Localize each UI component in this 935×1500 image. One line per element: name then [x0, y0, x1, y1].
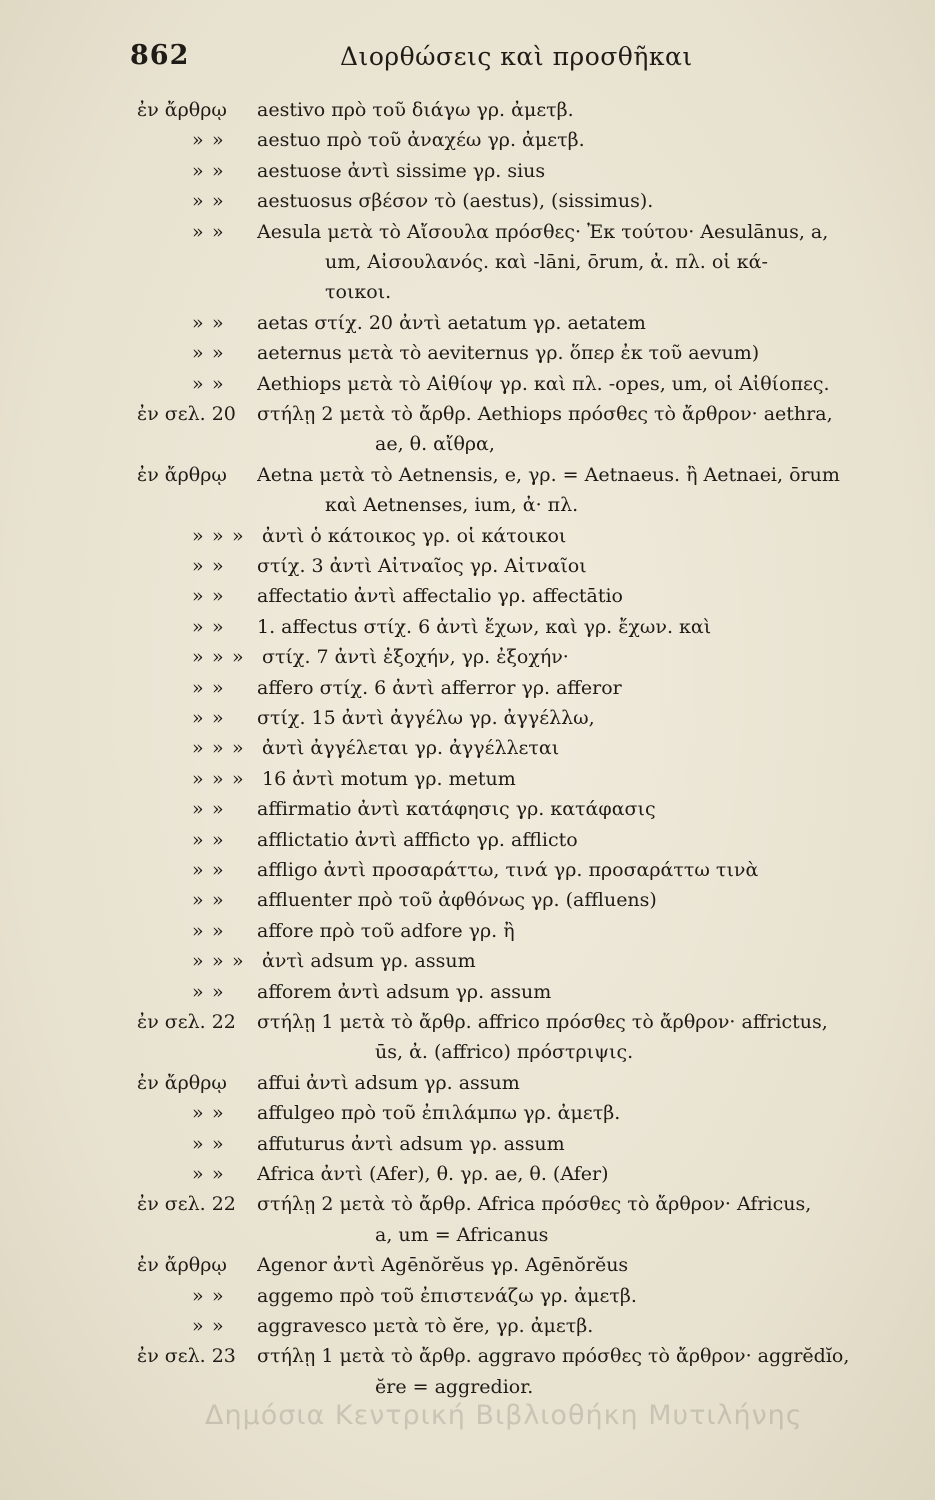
text-line: [0, 1159, 935, 1189]
text-line: [0, 490, 935, 520]
ditto-mark: »: [232, 524, 244, 547]
ditto-mark: »: [212, 950, 224, 973]
line-prefix: ἐν ἄρθρῳ: [137, 1071, 227, 1094]
ditto-mark: »: [192, 159, 204, 182]
ditto-mark: »: [192, 555, 204, 577]
ditto-mark: »: [232, 737, 244, 760]
line-text: affligo ἀντὶ προσαράττω, τινά γρ. προσαράττω τινὰ: [257, 859, 759, 881]
text-line: [0, 1341, 935, 1371]
line-text: aeternus μετὰ τὸ aeviternus γρ. ὅπερ ἐκ τοῦ aevum): [257, 342, 760, 365]
text-line: [0, 521, 935, 551]
ditto-mark: »: [212, 859, 224, 881]
ditto-mark: »: [192, 524, 204, 547]
line-text: afflictatio ἀντὶ affficto γρ. afflicto: [257, 828, 578, 851]
text-line: [0, 551, 935, 581]
ditto-mark: »: [192, 342, 204, 365]
ditto-mark: »: [212, 372, 224, 395]
ditto-mark: »: [212, 615, 224, 638]
line-text: affuturus ἀντὶ adsum γρ. assum: [257, 1132, 565, 1155]
line-text: a, um = Africanus: [375, 1223, 549, 1246]
text-line: [0, 156, 935, 186]
line-prefix: ἐν σελ. 20: [137, 403, 236, 425]
ditto-mark: »: [212, 1102, 224, 1125]
line-text: aestivo πρὸ τοῦ διάγω γρ. ἀμετβ.: [257, 99, 574, 121]
text-line: [0, 794, 935, 824]
page-number: 862: [130, 40, 190, 71]
ditto-mark: »: [192, 129, 204, 152]
text-line: [0, 1007, 935, 1037]
line-text: στίχ. 15 ἀντὶ ἀγγέλω γρ. ἀγγέλλω,: [257, 707, 595, 729]
ditto-mark: »: [212, 1163, 224, 1185]
ditto-mark: »: [212, 585, 224, 608]
ditto-mark: »: [212, 1132, 224, 1155]
line-text: aggravesco μετὰ τὸ ĕre, γρ. ἀμετβ.: [257, 1315, 594, 1337]
line-text: aestuose ἀντὶ sissime γρ. sius: [257, 159, 546, 182]
line-text: affore πρὸ τοῦ adfore γρ. ἢ: [257, 919, 515, 942]
line-text: afforem ἀντὶ adsum γρ. assum: [257, 980, 552, 1003]
text-line: [0, 1189, 935, 1219]
ditto-mark: »: [192, 372, 204, 395]
line-text: um, Αἰσουλανός. καὶ -lāni, ōrum, ἀ. πλ. οἱ κά-: [325, 251, 768, 273]
ditto-mark: »: [212, 767, 224, 790]
ditto-mark: »: [192, 646, 204, 669]
line-text: Africa ἀντὶ (Afer), θ. γρ. ae, θ. (Afer): [257, 1163, 609, 1185]
text-line: [0, 1250, 935, 1280]
ditto-mark: »: [212, 1284, 224, 1307]
ditto-mark: »: [212, 1315, 224, 1337]
line-text: affui ἀντὶ adsum γρ. assum: [257, 1071, 520, 1094]
ditto-mark: »: [192, 919, 204, 942]
ditto-mark: »: [212, 737, 224, 760]
line-text: Aetna μετὰ τὸ Aetnensis, e, γρ. = Aetnaeus. ἢ Aetnaei, ōrum: [257, 463, 840, 486]
text-line: [0, 642, 935, 672]
text-line: [0, 1281, 935, 1311]
ditto-mark: »: [212, 129, 224, 152]
text-line: [0, 855, 935, 885]
text-line: [0, 977, 935, 1007]
line-text: στήλῃ 2 μετὰ τὸ ἄρθρ. Africa πρόσθες τὸ ἄρθρον· Africus,: [257, 1193, 812, 1216]
ditto-mark: »: [212, 159, 224, 182]
line-text: στίχ. 3 ἀντὶ Αἰτναῖος γρ. Αἰτναῖοι: [257, 555, 587, 577]
ditto-mark: »: [212, 555, 224, 577]
ditto-mark: »: [212, 676, 224, 699]
line-text: ἀντὶ ἀγγέλεται γρ. ἀγγέλλεται: [262, 737, 560, 760]
ditto-mark: »: [212, 342, 224, 365]
ditto-mark: »: [192, 828, 204, 851]
line-text: affirmatio ἀντὶ κατάφησις γρ. κατάφασις: [257, 798, 656, 821]
text-line: [0, 125, 935, 155]
line-text: Agenor ἀντὶ Agēnŏrĕus γρ. Agēnŏrĕus: [257, 1254, 629, 1277]
text-line: [0, 247, 935, 277]
line-text: 1. affectus στίχ. 6 ἀντὶ ἔχων, καὶ γρ. ἔχων. καὶ: [257, 615, 712, 638]
text-line: [0, 946, 935, 976]
text-line: [0, 733, 935, 763]
text-line: [0, 308, 935, 338]
line-text: aestuosus σβέσον τὸ (aestus), (sissimus).: [257, 190, 654, 213]
ditto-mark: »: [232, 950, 244, 973]
line-text: affluenter πρὸ τοῦ ἀφθόνως γρ. (affluens): [257, 889, 657, 912]
ditto-mark: »: [192, 311, 204, 334]
text-line: [0, 1129, 935, 1159]
line-text: aestuo πρὸ τοῦ ἀναχέω γρ. ἀμετβ.: [257, 129, 585, 152]
line-text: στήλῃ 1 μετὰ τὸ ἄρθρ. aggravo πρόσθες τὸ ἄρθρον· aggrĕdĭo,: [257, 1345, 850, 1368]
text-line: [0, 1311, 935, 1341]
ditto-mark: »: [192, 190, 204, 213]
line-text: στήλῃ 2 μετὰ τὸ ἄρθρ. Aethiops πρόσθες τὸ ἄρθρον· aethra,: [257, 403, 833, 425]
line-text: τοικοι.: [325, 281, 392, 304]
ditto-mark: »: [192, 737, 204, 760]
ditto-mark: »: [212, 828, 224, 851]
line-text: affulgeo πρὸ τοῦ ἐπιλάμπω γρ. ἀμετβ.: [257, 1102, 621, 1125]
ditto-mark: »: [232, 646, 244, 669]
ditto-mark: »: [212, 707, 224, 729]
ditto-mark: »: [192, 980, 204, 1003]
line-prefix: ἐν σελ. 22: [137, 1193, 236, 1216]
text-line: [0, 703, 935, 733]
ditto-mark: »: [192, 585, 204, 608]
ditto-mark: »: [192, 1315, 204, 1337]
ditto-mark: »: [232, 767, 244, 790]
ditto-mark: »: [192, 1284, 204, 1307]
line-text: 16 ἀντὶ motum γρ. metum: [262, 767, 516, 790]
line-text: affectatio ἀντὶ affectalio γρ. affectātio: [257, 585, 623, 608]
text-line: [0, 825, 935, 855]
text-line: [0, 429, 935, 459]
ditto-mark: »: [192, 707, 204, 729]
ditto-mark: »: [192, 950, 204, 973]
ditto-mark: »: [192, 889, 204, 912]
ditto-mark: »: [192, 676, 204, 699]
text-line: [0, 1220, 935, 1250]
text-line: [0, 95, 935, 125]
text-line: [0, 612, 935, 642]
ditto-mark: »: [212, 311, 224, 334]
ditto-mark: »: [192, 220, 204, 243]
line-text: ae, θ. αἴθρα,: [375, 433, 495, 456]
line-text: aetas στίχ. 20 ἀντὶ aetatum γρ. aetatem: [257, 311, 646, 334]
line-prefix: ἐν σελ. 23: [137, 1345, 236, 1368]
ditto-mark: »: [192, 767, 204, 790]
text-line: [0, 885, 935, 915]
ditto-mark: »: [212, 919, 224, 942]
text-line: [0, 338, 935, 368]
line-prefix: ἐν ἄρθρῳ: [137, 463, 227, 486]
text-line: [0, 399, 935, 429]
line-text: στήλῃ 1 μετὰ τὸ ἄρθρ. affrico πρόσθες τὸ ἄρθρον· affrictus,: [257, 1011, 828, 1033]
ditto-mark: »: [192, 798, 204, 821]
ditto-mark: »: [192, 1163, 204, 1185]
ditto-mark: »: [212, 889, 224, 912]
ditto-mark: »: [212, 524, 224, 547]
line-text: καὶ Aetnenses, ium, ἀ· πλ.: [325, 494, 579, 517]
text-line: [0, 1372, 935, 1402]
line-prefix: ἐν σελ. 22: [137, 1011, 236, 1033]
ditto-mark: »: [192, 859, 204, 881]
text-line: [0, 1037, 935, 1067]
line-prefix: ἐν ἄρθρῳ: [137, 1254, 227, 1277]
line-text: ūs, ἀ. (affrico) πρόστριψις.: [375, 1041, 634, 1064]
text-line: [0, 916, 935, 946]
library-watermark: Δημόσια Κεντρική Βιβλιοθήκη Μυτιλήνης: [205, 1400, 803, 1431]
text-line: [0, 217, 935, 247]
ditto-mark: »: [192, 1102, 204, 1125]
ditto-mark: »: [212, 190, 224, 213]
ditto-mark: »: [192, 1132, 204, 1155]
line-text: Aesula μετὰ τὸ Αἴσουλα πρόσθες· Ἐκ τούτου· Aesulānus, a,: [257, 220, 829, 243]
line-text: affero στίχ. 6 ἀντὶ afferror γρ. afferor: [257, 676, 622, 699]
ditto-mark: »: [192, 615, 204, 638]
line-text: ἀντὶ adsum γρ. assum: [262, 950, 476, 973]
text-line: [0, 460, 935, 490]
line-text: ĕre = aggredior.: [375, 1375, 534, 1398]
text-line: [0, 581, 935, 611]
line-text: στίχ. 7 ἀντὶ ἐξοχήν, γρ. ἐξοχήν·: [262, 646, 569, 669]
text-line: [0, 1098, 935, 1128]
text-line: [0, 673, 935, 703]
running-title: Διορθώσεις καὶ προσθῆκαι: [340, 42, 693, 71]
line-prefix: ἐν ἄρθρῳ: [137, 99, 227, 121]
ditto-mark: »: [212, 798, 224, 821]
text-line: [0, 277, 935, 307]
text-line: [0, 186, 935, 216]
ditto-mark: »: [212, 646, 224, 669]
line-text: ἀντὶ ὁ κάτοικος γρ. οἱ κάτοικοι: [262, 524, 567, 547]
ditto-mark: »: [212, 220, 224, 243]
line-text: Aethiops μετὰ τὸ Αἰθίοψ γρ. καὶ πλ. -opes, um, οἱ Αἰθίοπες.: [257, 372, 830, 395]
text-line: [0, 369, 935, 399]
text-line: [0, 764, 935, 794]
text-line: [0, 1068, 935, 1098]
line-text: aggemo πρὸ τοῦ ἐπιστενάζω γρ. ἀμετβ.: [257, 1284, 637, 1307]
ditto-mark: »: [212, 980, 224, 1003]
